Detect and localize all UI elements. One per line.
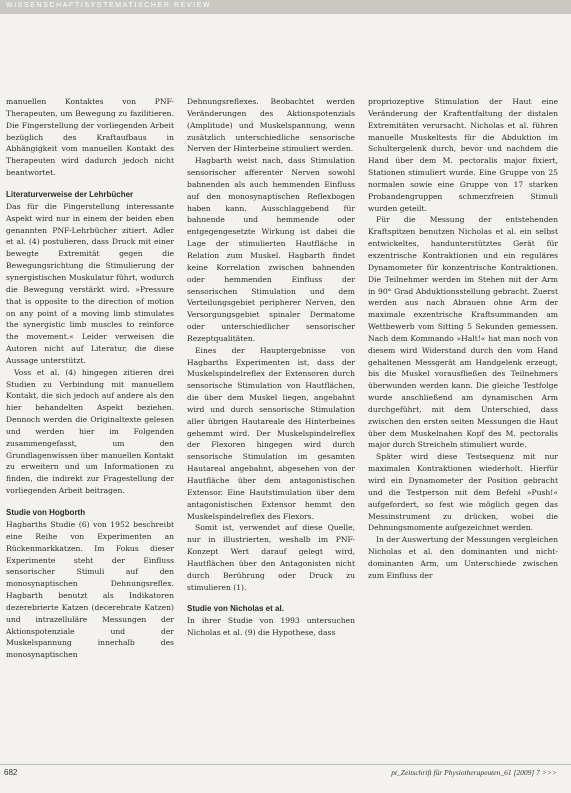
paragraph: Später wird diese Testsequenz mit nur maximalen Kontraktionen wiederholt. Hierfür wird ein Dynamometer der Position gebracht und die Testperson mit dem Befehl »Push!« aufgefordert, so fest wie möglich gegen das Messinstrument zu drücken, wobei die Dehnungsmomente aufgezeichnet werden. (368, 452, 558, 533)
section-heading: Studie von Nicholas et al. (187, 604, 284, 614)
journal-citation (391, 768, 557, 777)
paragraph: Hagbarth weist nach, dass Stimulation sensorischer afferenter Nerven sowohl bahnenden als auch hemmenden Einfluss auf den monosynaptischen Reflexbogen haben kann. Ausschlaggebend für bahnende und hemmende oder entgegengesetzte Wirkung ist dabei die Lage der stimulierten Hautfläche in Relation zum Muskel. Hagbarth findet keine Korrelation zwischen bahnenden oder hemmenden Einfluss der sensorischen Stimulation und dem Verteilungsgebiet peripherer Nerven, den Versorgungsgebiet spinaler Dermatome oder unterschiedlicher sensorischer Rezeptqualitäten. (187, 156, 355, 343)
column-1 (6, 96, 174, 661)
column-3 (368, 96, 558, 582)
section-title: WISSENSCHAFT/SYSTEMATISCHER REVIEW (6, 2, 212, 9)
paragraph: propriozeptive Stimulation der Haut eine Veränderung der Kraftentfaltung der distalen Extremitäten verursacht. Nicholas et al. führen manuelle Muskeltests für die Abduktion im Schultergelenk durch, bevor und nachdem die Hand über dem M. pectoralis major fixiert, Stationen stimuliert wurde. Eine Gruppe von 25 normalen sowie eine Gruppe von 17 starken Probandengruppen schmerzfreien Stimuli wurden geteilt. (368, 97, 558, 213)
paragraph: Somit ist, verwendet auf diese Quelle, nur in illustrierten, weshalb im PNF-Konzept Wert darauf gelegt wird, Hautflächen über den Antagonisten nicht durch Berührung oder Druck zu stimulieren (1). (187, 523, 355, 592)
paragraph: Eines der Hauptergebnisse von Hagbarths Experimenten ist, dass der Muskelspindelreflex der Extensoren durch sensorische Stimulation von Hautflächen, die über dem Muskel liegen, angebahnt wird und durch sensorische Stimulation aller übrigen Hautareale des Hinterbeines gehemmt wird. Der Muskelspindelreflex der Flexoren hingegen wird durch sensorische Stimulation im gesamten Hautareal angebahnt, abgesehen von der Hautfläche über dem antagonistischen Extensor. Eine Hautstimulation über dem antagonistischen Extensor hemmt den Muskelspindelreflex des Flexors. (187, 345, 355, 521)
paragraph: In der Auswertung der Messungen vergleichen Nicholas et al. den dominanten und nicht-dominanten Arm, um Unterschiede zwischen zum Einfluss der (368, 535, 558, 580)
paragraph: Hagbarths Studie (6) von 1952 beschreibt eine Reihe von Experimenten an Rückenmarkkatzen. Im Fokus dieser Experimente steht der Einfluss sensorischer Stimuli auf den monosynaptischen Dehnungsreflex. Hagbarth benutzt als Indikatoren dezerebrierte Katzen (decerebrate Katzen) und intrazelluläre Messungen der Aktionspotenziale und der Muskelspannung innerhalb des monosynaptischen (6, 520, 174, 660)
footer-rule (0, 764, 571, 765)
header-bar (0, 0, 571, 14)
paragraph: manuellen Kontaktes von PNF-Therapeuten, um Bewegung zu fazilitieren. Die Fingerstellung der vorliegenden Arbeit bezüglich des Kraftaufbaus in Abhängigkeit vom manuellen Kontakt des Therapeuten wird dadurch jedoch nicht beantwortet. (6, 97, 174, 178)
section-heading: Studie von Hogborth (6, 508, 86, 517)
journal-name: pt_Zeitschrift für Physiotherapeuten_61 [2009] 7 (391, 768, 540, 777)
paragraph: Dehnungsreflexes. Beobachtet werden Veränderungen des Aktionspotenzials (Amplitude) und Muskelspannung, wenn zusätzlich unterschiedliche sensorische Nerven der Hinterbeine stimuliert werden. (187, 97, 355, 154)
paragraph: In ihrer Studie von 1993 untersuchen Nicholas et al. (9) die Hypothese, dass (187, 616, 355, 638)
section-heading: Literaturverweise der Lehrbücher (6, 189, 134, 199)
paragraph: Für die Messung der entstehenden Kraftspitzen benutzen Nicholas et al. ein selbst entwickeltes, handunterstütztes Gerät für exzentrische Kontraktionen und ein reguläres Dynamometer für konzentrische Kontraktionen. Die Teilnehmer werden im Stehen mit der Arm in 90° Grad Abduktionsstellung gebracht. Zuerst werden aus nach Abrauen ohne Arm der maximale exzentrische Kraftsummanden am Wettbewerb vom Sitting 5 Sekunden gemessen. Nach dem Kommando »Halt!« hat man noch von diesem wird Widerstand durch den vom Hand gehaltenen Messgerät am Handgelenk erzeugt, bis die Muskel vorausfließen des Teilnehmers überwunden werden kann. Die gleiche Testfolge wurde anschließend am dynamischen Arm durchgeführt, mit dem Unterschied, dass zwischen den ersten seiten Messungen die Haut über dem Muskelnahen Kopf des M. pectoralis major durch Streicheln stimuliert wurde. (368, 215, 558, 450)
page-number: 682 (4, 768, 18, 777)
paragraph: Das für die Fingerstellung interessante Aspekt wird nur in einem der beiden eben genannten PNF-Lehrbücher zitiert. Adler et al. (4) postulieren, dass Druck mit einer bewegte Extremität gegen die Bewegungsrichtung die Stimulierung der synergistischen Muskulatur führt, wodurch die Bewegung verstärkt wird. »Pressure that is opposite to the direction of motion on any point of a moving limb stimulates the synergistic limb muscles to reinforce the movement.« Leider verweisen die Autoren nicht auf Literatur, die diese Aussage unterstützt. (6, 201, 174, 365)
paragraph: Voss et al. (4) hingegen zitieren drei Studien zu Verbindung mit manuellem Kontakt, die sich jedoch auf andere als den hier behandelten Aspekt beziehen. Dennoch werden die Originaltexte gelesen und werden hier im Folgenden zusammengefasst, um den Grundlagenwissen über manuellen Kontakt zu erweitern und um Informationen zu finden, die indirekt zur Fragestellung der vorliegenden Arbeit beitragen. (6, 367, 174, 496)
column-2 (187, 96, 355, 639)
continue-arrows: >>> (541, 768, 557, 777)
